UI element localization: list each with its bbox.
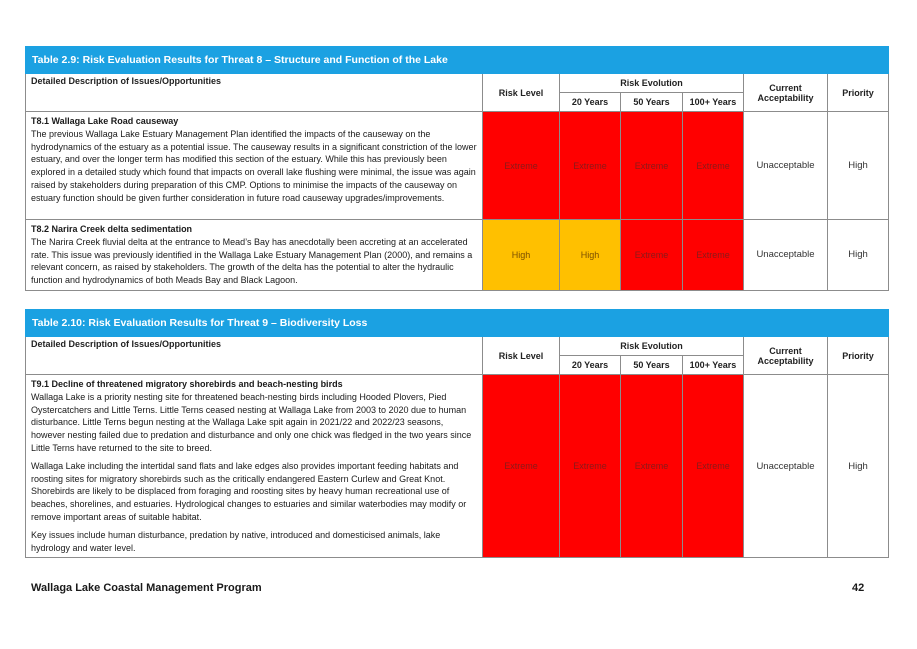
- risk-50-years-cell: Extreme: [621, 112, 683, 220]
- years-20-header: 20 Years: [560, 93, 621, 112]
- issue-paragraph: Wallaga Lake including the intertidal sand flats and lake edges also provides important feeding habitats and roosting sites for migratory shorebirds such as the critically endangered Eastern Curlew and Great Knot. Shorebirds are likely to be displaced from foraging and roosting sites by heavy human recreational use of beaches, shorelines, and estuaries. Hydrological changes to estuaries and similar waterbodies may modify or remove important areas of suitable habitat.: [31, 460, 467, 522]
- issue-description: [26, 220, 483, 291]
- years-100-header: 100+ Years: [683, 93, 744, 112]
- issue-paragraph: Key issues include human disturbance, predation by native, introduced and domesticised animals, lake hydrology and water level.: [31, 529, 441, 553]
- risk-evolution-header: Risk Evolution: [560, 74, 744, 93]
- issue-paragraph: The Narira Creek fluvial delta at the entrance to Mead’s Bay has anecdotally been accreting at an accelerated rate. This issue was previously identified in the Wallaga Lake Estuary Management Plan (2000), and remains a relevant concern, as raised by stakeholders. The growth of the delta has the potential to alter the hydraulic function and hydrodynamics of both Meads Bay and Black Lagoon.: [31, 236, 473, 286]
- years-50-header: 50 Years: [621, 356, 683, 375]
- priority-header: Priority: [828, 337, 889, 375]
- risk-table-threat-9: [25, 309, 889, 558]
- table-row: [26, 375, 889, 558]
- table-row: [26, 220, 889, 291]
- risk-level-cell: Extreme: [483, 112, 560, 220]
- description-header: Detailed Description of Issues/Opportunities: [26, 337, 483, 375]
- risk-50-years-cell: Extreme: [621, 375, 683, 558]
- years-20-header: 20 Years: [560, 356, 621, 375]
- acceptability-header: Current Acceptability: [744, 337, 828, 375]
- priority-cell: High: [828, 112, 889, 220]
- issue-title: T8.2 Narira Creek delta sedimentation: [31, 224, 193, 234]
- risk-level-cell: Extreme: [483, 375, 560, 558]
- risk-100-years-cell: Extreme: [683, 220, 744, 291]
- risk-20-years-cell: High: [560, 220, 621, 291]
- issue-paragraph: The previous Wallaga Lake Estuary Management Plan identified the impacts of the causeway on the hydrodynamics of the estuary as a potential issue. The causeway results in a significant constriction of the lower estuary, and over the longer term has modified this section of the estuary. While this has previously been explored in a detailed study which found that impacts on overall lake flushing were minimal, the issue was again raised by stakeholders during preparation of this CMP. Options to minimise the impacts of the causeway on estuary function should be given further consideration in future road causeway upgrades/improvements.: [31, 128, 477, 203]
- document-title: Wallaga Lake Coastal Management Program: [31, 582, 262, 594]
- risk-20-years-cell: Extreme: [560, 112, 621, 220]
- priority-cell: High: [828, 375, 889, 558]
- priority-header: Priority: [828, 74, 889, 112]
- risk-100-years-cell: Extreme: [683, 375, 744, 558]
- risk-100-years-cell: Extreme: [683, 112, 744, 220]
- issue-title: T8.1 Wallaga Lake Road causeway: [31, 116, 179, 126]
- priority-cell: High: [828, 220, 889, 291]
- years-50-header: 50 Years: [621, 93, 683, 112]
- acceptability-cell: Unacceptable: [744, 375, 828, 558]
- table-row: [26, 112, 889, 220]
- acceptability-cell: Unacceptable: [744, 220, 828, 291]
- acceptability-header: Current Acceptability: [744, 74, 828, 112]
- risk-table-threat-8: [25, 46, 889, 291]
- issue-description: [26, 112, 483, 220]
- issue-title: T9.1 Decline of threatened migratory shorebirds and beach-nesting birds: [31, 379, 343, 389]
- acceptability-cell: Unacceptable: [744, 112, 828, 220]
- table-title: Table 2.9: Risk Evaluation Results for Threat 8 – Structure and Function of the Lake: [26, 47, 889, 74]
- issue-paragraph: Wallaga Lake is a priority nesting site for threatened beach-nesting birds including Hooded Plovers, Pied Oystercatchers and Little Terns. Little Terns ceased nesting at Wallaga Lake from 2003 to 2020 due to human disturbance. Little Terns begun nesting at the Wallaga Lake spit again in 2021/22 and 2022/23 seasons, however nesting failed due to predation and disturbance and only one chick was fledged in the two years since Little Terns have returned to the site to breed.: [31, 391, 472, 453]
- description-header: Detailed Description of Issues/Opportunities: [26, 74, 483, 112]
- risk-level-cell: High: [483, 220, 560, 291]
- page-number: 42: [852, 582, 865, 594]
- risk-evolution-header: Risk Evolution: [560, 337, 744, 356]
- risk-50-years-cell: Extreme: [621, 220, 683, 291]
- table-title: Table 2.10: Risk Evaluation Results for Threat 9 – Biodiversity Loss: [26, 310, 889, 337]
- risk-20-years-cell: Extreme: [560, 375, 621, 558]
- years-100-header: 100+ Years: [683, 356, 744, 375]
- issue-description: [26, 375, 483, 558]
- risk-level-header: Risk Level: [483, 337, 560, 375]
- risk-level-header: Risk Level: [483, 74, 560, 112]
